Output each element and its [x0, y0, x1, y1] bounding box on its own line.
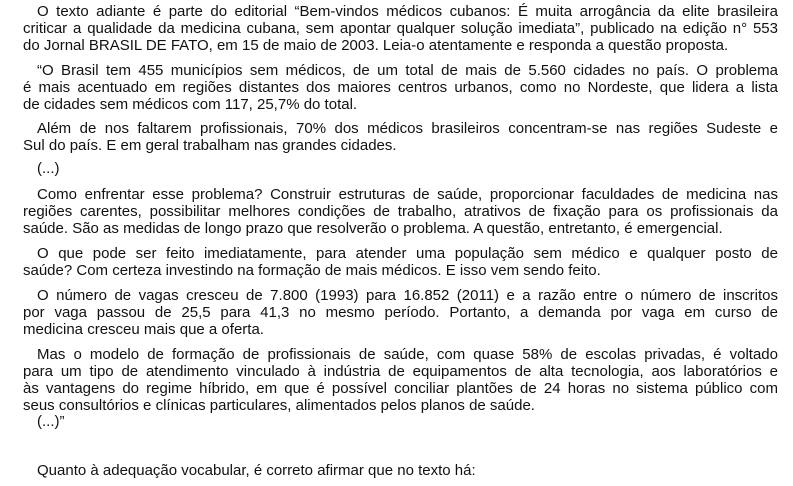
text-line: de cidades sem médicos com 117, 25,7% do total.	[23, 96, 358, 113]
editorial-paragraph-4	[23, 245, 778, 279]
text-line: medicina cresceu mais que a oferta.	[23, 321, 264, 338]
text-line: Sul do país. E em geral trabalham nas grandes cidades.	[23, 137, 397, 154]
text-line: (...)”	[37, 413, 65, 430]
text-line: O texto adiante é parte do editorial “Bem-vindos médicos cubanos: É muita arrogância da elite brasileira	[37, 3, 778, 20]
text-line: O número de vagas cresceu de 7.800 (1993) para 16.852 (2011) e a razão entre o número de inscritos	[37, 287, 778, 304]
text-line: criticar a qualidade da medicina cubana, sem apontar qualquer solução imediata”, publicado na edição n° 553	[23, 20, 778, 37]
editorial-paragraph-6	[23, 346, 778, 414]
editorial-paragraph-1	[23, 62, 778, 113]
text-line: O que pode ser feito imediatamente, para atender uma população sem médico e qualquer posto de	[37, 245, 778, 262]
text-line: para um tipo de atendimento vinculado à indústria de equipamentos de alta tecnologia, aos laboratórios e	[23, 363, 778, 380]
text-line: regiões carentes, possibilitar melhores condições de trabalho, atrativos de fixação para os profissionais da	[23, 203, 778, 220]
editorial-paragraph-2	[23, 120, 778, 154]
text-line: Como enfrentar esse problema? Construir estruturas de saúde, proporcionar faculdades de medicina nas	[37, 186, 778, 203]
ellipsis-1	[23, 160, 778, 177]
text-line: saúde. São as medidas de longo prazo que resolverão o problema. A questão, entretanto, é emergencial.	[23, 220, 723, 237]
intro-paragraph	[23, 3, 778, 54]
text-line: é mais acentuado em regiões distantes dos maiores centros urbanos, como no Nordeste, que lidera a lista	[23, 79, 778, 96]
text-line: seus consultórios e clínicas particulares, alimentados pelos planos de saúde.	[23, 397, 535, 414]
text-line: saúde? Com certeza investindo na formação de mais médicos. E isso vem sendo feito.	[23, 262, 601, 279]
ellipsis-2	[23, 413, 778, 430]
text-line: por vaga passou de 25,5 para 41,3 no mesmo período. Portanto, a demanda por vaga em curso de	[23, 304, 778, 321]
text-line: às vantagens do regime híbrido, em que é possível conciliar plantões de 24 horas no sistema público com	[23, 380, 778, 397]
text-line: Mas o modelo de formação de profissionais de saúde, com quase 58% de escolas privadas, é voltado	[37, 346, 778, 363]
text-line: (...)	[37, 160, 60, 177]
question-prompt	[23, 462, 778, 479]
editorial-paragraph-3	[23, 186, 778, 237]
text-line: do Jornal BRASIL DE FATO, em 15 de maio de 2003. Leia-o atentamente e responda a questão proposta.	[23, 37, 729, 54]
text-line: Quanto à adequação vocabular, é correto afirmar que no texto há:	[37, 462, 476, 479]
editorial-paragraph-5	[23, 287, 778, 338]
text-line: “O Brasil tem 455 municípios sem médicos, de um total de mais de 5.560 cidades no país. O problema	[37, 62, 778, 79]
text-line: Além de nos faltarem profissionais, 70% dos médicos brasileiros concentram-se nas regiões Sudeste e	[37, 120, 778, 137]
